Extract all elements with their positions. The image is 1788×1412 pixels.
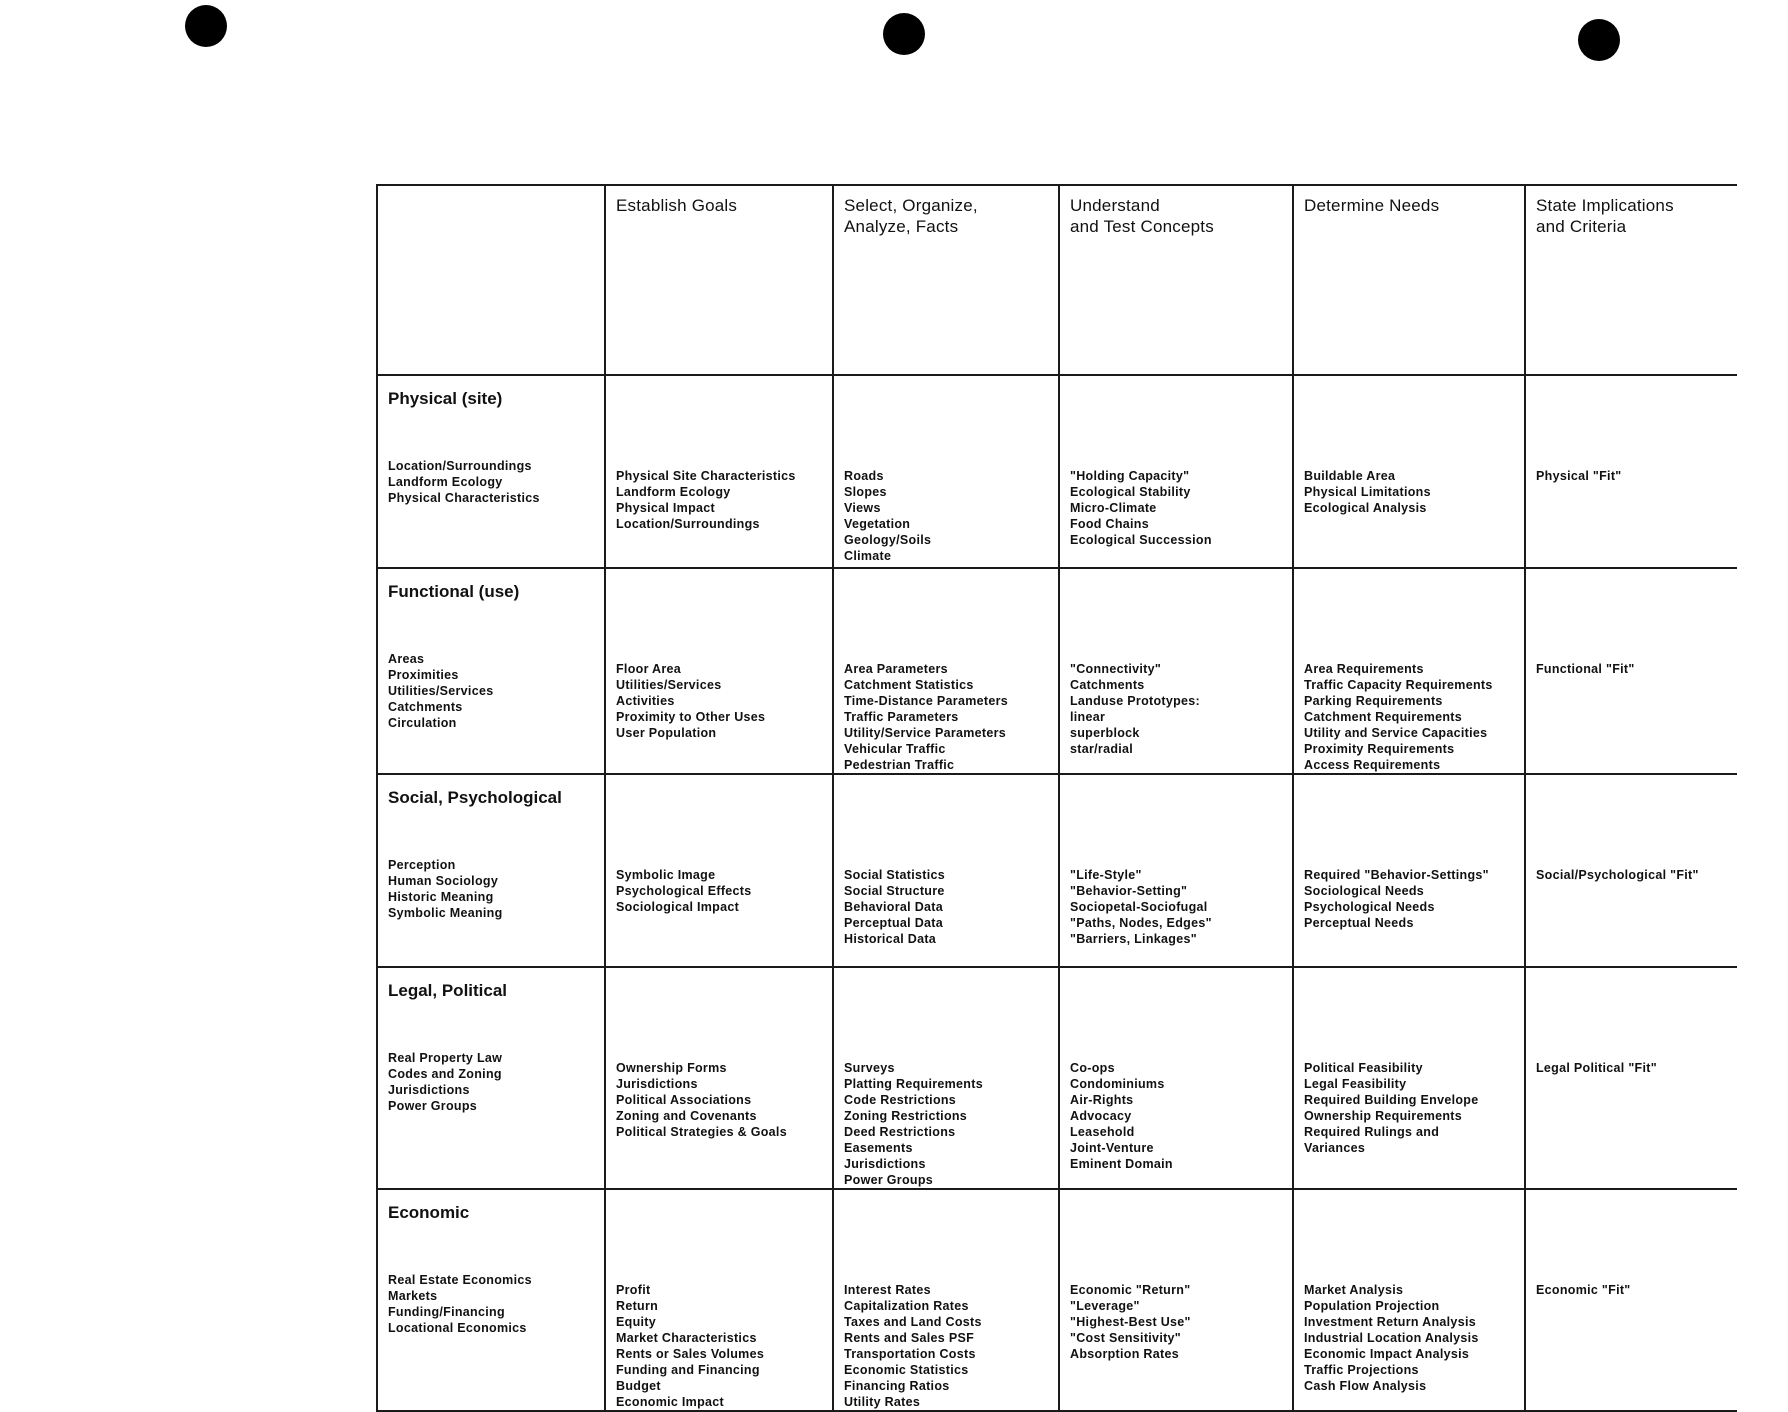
header-cell-concepts: [1059, 185, 1293, 375]
cell-item: Economic "Return": [1070, 1283, 1191, 1297]
cell-item: Rents or Sales Volumes: [616, 1347, 765, 1361]
cell-item: Social/Psychological "Fit": [1536, 868, 1699, 882]
cell-economic-needs: [1293, 1189, 1525, 1411]
row-physical: [377, 375, 1737, 568]
category-item: Funding/Financing: [388, 1305, 505, 1319]
category-item: Codes and Zoning: [388, 1067, 502, 1081]
category-item: Proximities: [388, 668, 459, 682]
cell-item: Absorption Rates: [1070, 1347, 1179, 1361]
cell-item: Utility and Service Capacities: [1304, 726, 1488, 740]
cell-list: [1060, 468, 1292, 548]
category-item: Power Groups: [388, 1099, 478, 1113]
cell-item: Political Associations: [616, 1093, 752, 1107]
cell-list: [1526, 867, 1737, 883]
cell-item: Political Feasibility: [1304, 1061, 1423, 1075]
cell-list: [1060, 1060, 1292, 1172]
cell-item: Food Chains: [1070, 517, 1149, 531]
category-item: Perception: [388, 858, 456, 872]
cell-item: "Highest-Best Use": [1070, 1315, 1191, 1329]
category-items: [378, 651, 604, 731]
category-item: Real Property Law: [388, 1051, 503, 1065]
cell-item: Advocacy: [1070, 1109, 1132, 1123]
category-cell-social: [377, 774, 605, 967]
header-row: [377, 185, 1737, 375]
category-item: Historic Meaning: [388, 890, 494, 904]
cell-item: Power Groups: [844, 1173, 934, 1187]
cell-list: [834, 661, 1058, 773]
cell-item: Zoning Restrictions: [844, 1109, 968, 1123]
cell-item: Required Rulings and: [1304, 1125, 1440, 1139]
cell-list: [1526, 1060, 1737, 1076]
cell-item: Micro-Climate: [1070, 501, 1157, 515]
column-heading-establish-goals: Establish Goals: [616, 196, 738, 215]
cell-item: Time-Distance Parameters: [844, 694, 1008, 708]
cell-list: [1294, 867, 1524, 931]
cell-item: Condominiums: [1070, 1077, 1165, 1091]
cell-item: star/radial: [1070, 742, 1134, 756]
cell-item: Ecological Succession: [1070, 533, 1212, 547]
cell-item: Proximity to Other Uses: [616, 710, 766, 724]
cell-list: [1060, 867, 1292, 947]
cell-physical-concepts: [1059, 375, 1293, 568]
category-title: Functional (use): [388, 582, 520, 601]
cell-list: [1060, 1282, 1292, 1362]
column-heading-concepts: Understand and Test Concepts: [1070, 196, 1214, 236]
category-item: Areas: [388, 652, 425, 666]
cell-item: Legal Political "Fit": [1536, 1061, 1657, 1075]
category-item: Human Sociology: [388, 874, 499, 888]
cell-item: Ownership Requirements: [1304, 1109, 1463, 1123]
category-items: [378, 1272, 604, 1336]
cell-item: Economic Impact: [616, 1395, 724, 1409]
cell-list: [834, 468, 1058, 564]
cell-item: Location/Surroundings: [616, 517, 760, 531]
cell-item: Proximity Requirements: [1304, 742, 1455, 756]
cell-item: Budget: [616, 1379, 661, 1393]
cell-item: Financing Ratios: [844, 1379, 950, 1393]
cell-item: Utilities/Services: [616, 678, 722, 692]
category-item: Location/Surroundings: [388, 459, 532, 473]
cell-item: Industrial Location Analysis: [1304, 1331, 1479, 1345]
cell-item: Market Analysis: [1304, 1283, 1404, 1297]
cell-item: Floor Area: [616, 662, 682, 676]
cell-item: Co-ops: [1070, 1061, 1115, 1075]
cell-item: Sociopetal-Sociofugal: [1070, 900, 1208, 914]
cell-item: Catchment Statistics: [844, 678, 974, 692]
cell-item: Leasehold: [1070, 1125, 1135, 1139]
cell-item: Sociological Needs: [1304, 884, 1425, 898]
cell-item: Landuse Prototypes:: [1070, 694, 1201, 708]
cell-item: Required "Behavior-Settings": [1304, 868, 1489, 882]
cell-item: Physical Limitations: [1304, 485, 1431, 499]
cell-item: "Cost Sensitivity": [1070, 1331, 1182, 1345]
cell-legal-establish-goals: [605, 967, 833, 1189]
cell-list: [834, 1060, 1058, 1188]
cell-item: "Behavior-Setting": [1070, 884, 1188, 898]
category-item: Catchments: [388, 700, 463, 714]
category-items: [378, 1050, 604, 1114]
cell-item: Investment Return Analysis: [1304, 1315, 1476, 1329]
cell-item: Required Building Envelope: [1304, 1093, 1479, 1107]
cell-item: Platting Requirements: [844, 1077, 983, 1091]
cell-item: User Population: [616, 726, 717, 740]
cell-item: Funding and Financing: [616, 1363, 760, 1377]
cell-item: Surveys: [844, 1061, 895, 1075]
cell-economic-establish-goals: [605, 1189, 833, 1411]
cell-item: Vegetation: [844, 517, 911, 531]
cell-item: superblock: [1070, 726, 1140, 740]
cell-item: Cash Flow Analysis: [1304, 1379, 1427, 1393]
cell-item: Eminent Domain: [1070, 1157, 1173, 1171]
cell-list: [1526, 661, 1737, 677]
cell-item: Sociological Impact: [616, 900, 740, 914]
header-cell-needs: [1293, 185, 1525, 375]
cell-item: Vehicular Traffic: [844, 742, 946, 756]
cell-item: Variances: [1304, 1141, 1366, 1155]
cell-list: [606, 867, 832, 915]
cell-functional-concepts: [1059, 568, 1293, 774]
cell-item: Geology/Soils: [844, 533, 932, 547]
cell-item: Jurisdictions: [844, 1157, 926, 1171]
cell-functional-facts: [833, 568, 1059, 774]
cell-economic-criteria: [1525, 1189, 1737, 1411]
cell-physical-needs: [1293, 375, 1525, 568]
cell-physical-criteria: [1525, 375, 1737, 568]
cell-item: Ecological Analysis: [1304, 501, 1427, 515]
cell-item: "Connectivity": [1070, 662, 1162, 676]
cell-item: Legal Feasibility: [1304, 1077, 1407, 1091]
cell-list: [1294, 1060, 1524, 1156]
cell-item: Economic Statistics: [844, 1363, 969, 1377]
cell-item: Views: [844, 501, 881, 515]
cell-item: Parking Requirements: [1304, 694, 1443, 708]
cell-list: [1294, 1282, 1524, 1394]
cell-list: [1060, 661, 1292, 757]
cell-legal-facts: [833, 967, 1059, 1189]
cell-list: [834, 1282, 1058, 1410]
cell-list: [834, 867, 1058, 947]
cell-item: Interest Rates: [844, 1283, 931, 1297]
column-heading-blank: [378, 186, 604, 195]
cell-list: [606, 468, 832, 532]
category-item: Physical Characteristics: [388, 491, 540, 505]
cell-item: Psychological Needs: [1304, 900, 1435, 914]
cell-item: Social Statistics: [844, 868, 945, 882]
cell-item: Functional "Fit": [1536, 662, 1635, 676]
cell-item: Area Parameters: [844, 662, 948, 676]
category-item: Locational Economics: [388, 1321, 527, 1335]
category-item: Real Estate Economics: [388, 1273, 532, 1287]
cell-legal-concepts: [1059, 967, 1293, 1189]
cell-social-criteria: [1525, 774, 1737, 967]
cell-legal-needs: [1293, 967, 1525, 1189]
cell-social-facts: [833, 774, 1059, 967]
cell-item: Utility/Service Parameters: [844, 726, 1007, 740]
category-item: Utilities/Services: [388, 684, 494, 698]
cell-item: Slopes: [844, 485, 887, 499]
cell-item: Joint-Venture: [1070, 1141, 1154, 1155]
cell-item: Population Projection: [1304, 1299, 1440, 1313]
cell-item: Perceptual Data: [844, 916, 943, 930]
cell-item: Area Requirements: [1304, 662, 1424, 676]
punch-hole-center: [883, 13, 925, 55]
cell-item: "Paths, Nodes, Edges": [1070, 916, 1212, 930]
cell-item: Social Structure: [844, 884, 945, 898]
cell-economic-facts: [833, 1189, 1059, 1411]
cell-item: Deed Restrictions: [844, 1125, 956, 1139]
cell-item: Capitalization Rates: [844, 1299, 969, 1313]
cell-item: "Holding Capacity": [1070, 469, 1190, 483]
cell-item: Market Characteristics: [616, 1331, 757, 1345]
cell-item: linear: [1070, 710, 1106, 724]
cell-list: [1526, 468, 1737, 484]
cell-list: [606, 661, 832, 741]
cell-item: Air-Rights: [1070, 1093, 1134, 1107]
column-heading-facts: Select, Organize, Analyze, Facts: [844, 196, 978, 236]
category-item: Landform Ecology: [388, 475, 503, 489]
cell-list: [606, 1282, 832, 1410]
category-title: Economic: [388, 1203, 470, 1222]
category-items: [378, 857, 604, 921]
category-item: Jurisdictions: [388, 1083, 470, 1097]
cell-item: Catchments: [1070, 678, 1145, 692]
cell-item: Taxes and Land Costs: [844, 1315, 982, 1329]
cell-economic-concepts: [1059, 1189, 1293, 1411]
category-title: Social, Psychological: [388, 788, 562, 807]
category-cell-physical: [377, 375, 605, 568]
category-title: Legal, Political: [388, 981, 508, 1000]
cell-item: Perceptual Needs: [1304, 916, 1414, 930]
cell-list: [1294, 468, 1524, 516]
cell-functional-needs: [1293, 568, 1525, 774]
planning-matrix: [376, 184, 1737, 1412]
cell-item: Political Strategies & Goals: [616, 1125, 787, 1139]
category-cell-legal: [377, 967, 605, 1189]
cell-item: Roads: [844, 469, 884, 483]
row-economic: [377, 1189, 1737, 1411]
header-cell-criteria: [1525, 185, 1737, 375]
cell-item: Buildable Area: [1304, 469, 1396, 483]
cell-list: [1526, 1282, 1737, 1298]
cell-item: Jurisdictions: [616, 1077, 698, 1091]
cell-item: Ecological Stability: [1070, 485, 1191, 499]
cell-social-establish-goals: [605, 774, 833, 967]
category-item: Symbolic Meaning: [388, 906, 503, 920]
category-cell-economic: [377, 1189, 605, 1411]
header-cell-facts: [833, 185, 1059, 375]
cell-item: "Life-Style": [1070, 868, 1142, 882]
cell-item: Symbolic Image: [616, 868, 716, 882]
category-title: Physical (site): [388, 389, 503, 408]
cell-item: Historical Data: [844, 932, 937, 946]
cell-item: "Barriers, Linkages": [1070, 932, 1197, 946]
cell-item: Climate: [844, 549, 892, 563]
row-social: [377, 774, 1737, 967]
cell-item: Profit: [616, 1283, 651, 1297]
punch-hole-left: [185, 5, 227, 47]
column-heading-criteria: State Implications and Criteria: [1536, 196, 1674, 236]
cell-list: [606, 1060, 832, 1140]
cell-item: Equity: [616, 1315, 656, 1329]
cell-functional-establish-goals: [605, 568, 833, 774]
category-item: Markets: [388, 1289, 438, 1303]
cell-social-needs: [1293, 774, 1525, 967]
cell-legal-criteria: [1525, 967, 1737, 1189]
cell-item: "Leverage": [1070, 1299, 1140, 1313]
category-items: [378, 458, 604, 506]
cell-item: Economic "Fit": [1536, 1283, 1631, 1297]
column-heading-needs: Determine Needs: [1304, 196, 1440, 215]
row-legal: [377, 967, 1737, 1189]
cell-item: Catchment Requirements: [1304, 710, 1463, 724]
cell-item: Return: [616, 1299, 659, 1313]
cell-list: [1294, 661, 1524, 773]
cell-item: Traffic Projections: [1304, 1363, 1419, 1377]
cell-item: Utility Rates: [844, 1395, 921, 1409]
category-cell-functional: [377, 568, 605, 774]
cell-item: Zoning and Covenants: [616, 1109, 757, 1123]
cell-item: Traffic Parameters: [844, 710, 959, 724]
cell-item: Access Requirements: [1304, 758, 1441, 772]
cell-item: Traffic Capacity Requirements: [1304, 678, 1493, 692]
cell-item: Economic Impact Analysis: [1304, 1347, 1470, 1361]
row-functional: [377, 568, 1737, 774]
cell-item: Transportation Costs: [844, 1347, 976, 1361]
cell-social-concepts: [1059, 774, 1293, 967]
punch-hole-right: [1578, 19, 1620, 61]
cell-item: Physical Site Characteristics: [616, 469, 796, 483]
cell-physical-establish-goals: [605, 375, 833, 568]
cell-item: Code Restrictions: [844, 1093, 957, 1107]
cell-item: Behavioral Data: [844, 900, 943, 914]
header-cell-blank: [377, 185, 605, 375]
cell-functional-criteria: [1525, 568, 1737, 774]
header-cell-establish-goals: [605, 185, 833, 375]
cell-physical-facts: [833, 375, 1059, 568]
cell-item: Landform Ecology: [616, 485, 731, 499]
cell-item: Easements: [844, 1141, 913, 1155]
cell-item: Activities: [616, 694, 675, 708]
category-item: Circulation: [388, 716, 457, 730]
cell-item: Rents and Sales PSF: [844, 1331, 975, 1345]
cell-item: Physical "Fit": [1536, 469, 1622, 483]
cell-item: Ownership Forms: [616, 1061, 727, 1075]
cell-item: Pedestrian Traffic: [844, 758, 955, 772]
cell-item: Physical Impact: [616, 501, 715, 515]
cell-item: Psychological Effects: [616, 884, 752, 898]
